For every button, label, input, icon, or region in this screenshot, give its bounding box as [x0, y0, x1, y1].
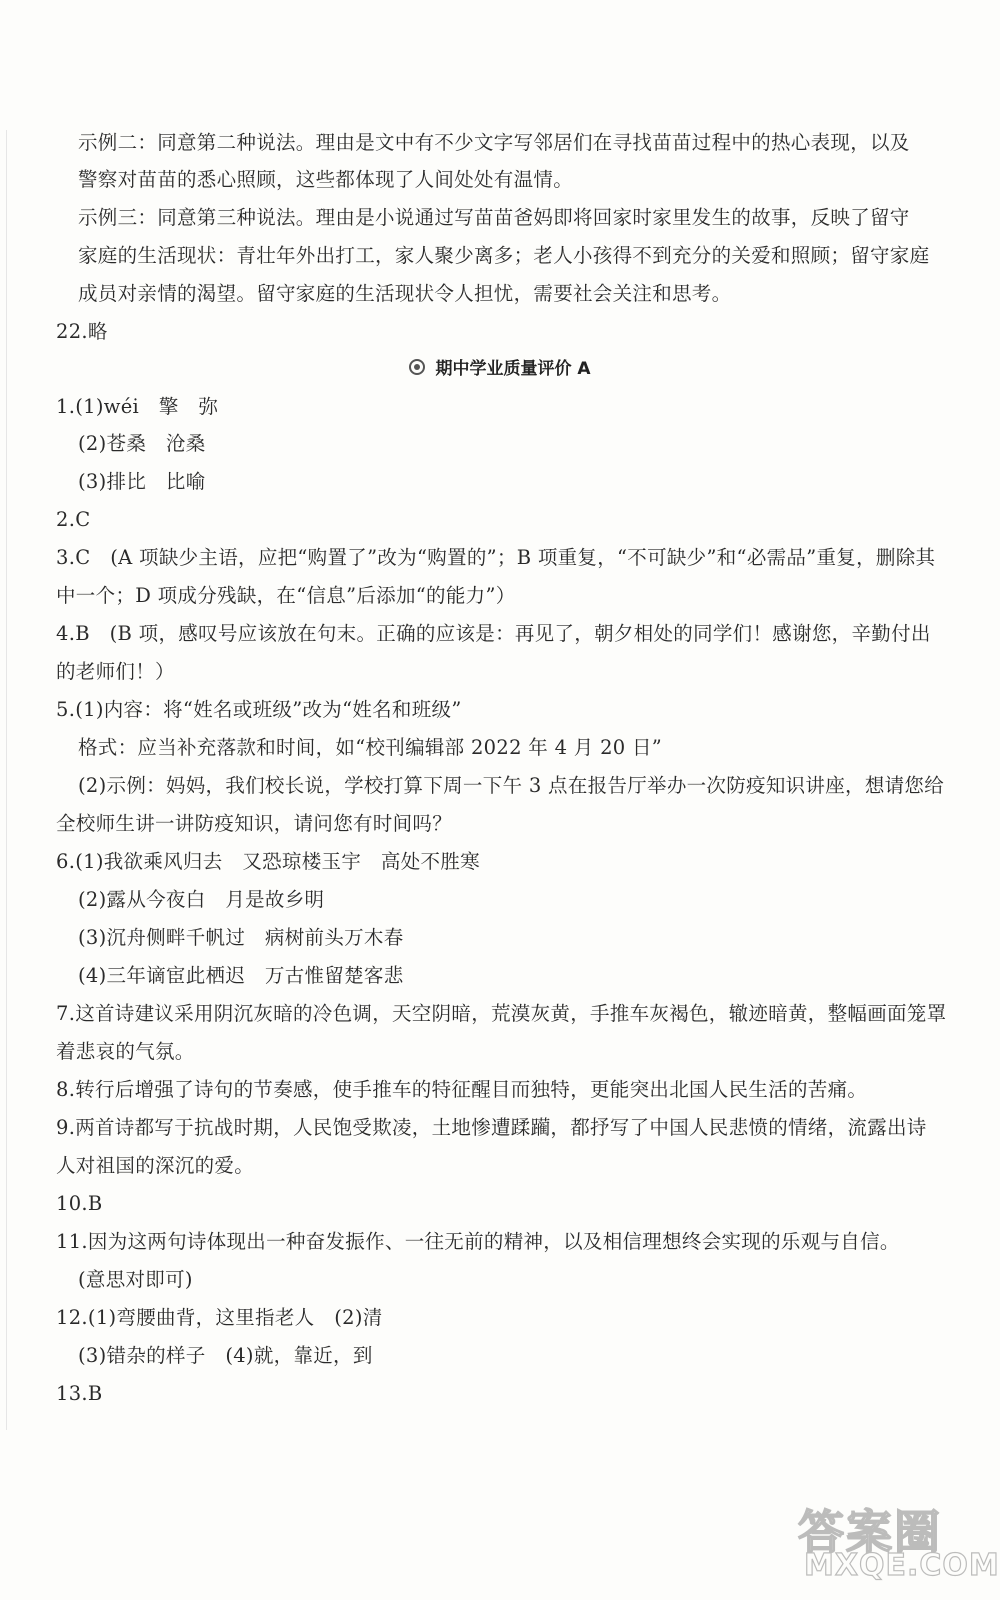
text-line: 警察对苗苗的悉心照顾，这些都体现了人间处处有温情。 [78, 168, 574, 191]
section-heading [0, 356, 1000, 382]
answer-line: 6.(1)我欲乘风归去 又恐琼楼玉宇 高处不胜寒 [56, 850, 480, 873]
answer-line: 4.B (B 项，感叹号应该放在句末。正确的应该是：再见了，朝夕相处的同学们！感谢您，辛勤付出 [56, 622, 931, 645]
answer-line: 中一个；D 项成分残缺，在“信息”后添加“的能力”） [56, 584, 516, 607]
page-edge-divider [6, 130, 7, 1430]
answer-line: (3)沉舟侧畔千帆过 病树前头万木春 [78, 926, 404, 949]
answer-line: (2)示例：妈妈，我们校长说，学校打算下周一下午 3 点在报告厅举办一次防疫知识讲座，想请您给 [78, 774, 945, 797]
answer-line: 5.(1)内容：将“姓名或班级”改为“姓名和班级” [56, 698, 462, 721]
answer-line: 10.B [56, 1192, 103, 1215]
answer-line: 13.B [56, 1382, 103, 1405]
answer-line: (4)三年谪宦此栖迟 万古惟留楚客悲 [78, 964, 404, 987]
answer-line: (2)露从今夜白 月是故乡明 [78, 888, 325, 911]
answer-line: 人对祖国的深沉的爱。 [56, 1154, 255, 1177]
answer-line: 的老师们！） [56, 660, 175, 683]
text-line: 示例二：同意第二种说法。理由是文中有不少文字写邻居们在寻找苗苗过程中的热心表现，以及 [78, 131, 910, 154]
answer-line: 1.(1)wéi 擎 弥 [56, 395, 219, 418]
answer-line: 12.(1)弯腰曲背，这里指老人 (2)清 [56, 1306, 383, 1329]
answer-line: 3.C (A 项缺少主语，应把“购置了”改为“购置的”；B 项重复，“不可缺少”和“必需品”重复，删除其 [56, 546, 936, 569]
answer-line: 格式：应当补充落款和时间，如“校刊编辑部 2022 年 4 月 20 日” [78, 736, 663, 759]
text-line: 家庭的生活现状：青壮年外出打工，家人聚少离多；老人小孩得不到充分的关爱和照顾；留守家庭 [78, 244, 930, 267]
bullet-circle-icon [409, 359, 425, 375]
answer-line: (2)苍桑 沧桑 [78, 432, 206, 455]
watermark-url: MXQE.COM [804, 1548, 1000, 1583]
answer-line: 着悲哀的气氛。 [56, 1040, 195, 1063]
answer-line: (3)排比 比喻 [78, 470, 206, 493]
text-line: 示例三：同意第三种说法。理由是小说通过写苗苗爸妈即将回家时家里发生的故事，反映了留守 [78, 206, 910, 229]
answer-line: 9.两首诗都写于抗战时期，人民饱受欺凌，土地惨遭蹂躏，都抒写了中国人民悲愤的情绪，流露出诗 [56, 1116, 927, 1139]
text-line: 22.略 [56, 320, 108, 343]
answer-line: 7.这首诗建议采用阴沉灰暗的冷色调，天空阴暗，荒漠灰黄，手推车灰褐色，辙迹暗黄，整幅画面笼罩 [56, 1002, 947, 1025]
answer-line: 11.因为这两句诗体现出一种奋发振作、一往无前的精神，以及相信理想终会实现的乐观与自信。 [56, 1230, 900, 1253]
answer-line: (意思对即可) [78, 1268, 193, 1291]
answer-line: 全校师生讲一讲防疫知识，请问您有时间吗？ [56, 812, 453, 835]
answer-line: (3)错杂的样子 (4)就，靠近，到 [78, 1344, 373, 1367]
watermark-logo-text: 答案圈 [798, 1505, 942, 1559]
answer-line: 8.转行后增强了诗句的节奏感，使手推车的特征醒目而独特，更能突出北国人民生活的苦痛。 [56, 1078, 868, 1101]
answer-line: 2.C [56, 508, 91, 531]
site-watermark [798, 1496, 1000, 1586]
section-heading-text: 期中学业质量评价 A [435, 359, 591, 379]
text-line: 成员对亲情的渴望。留守家庭的生活现状令人担忧，需要社会关注和思考。 [78, 282, 732, 305]
